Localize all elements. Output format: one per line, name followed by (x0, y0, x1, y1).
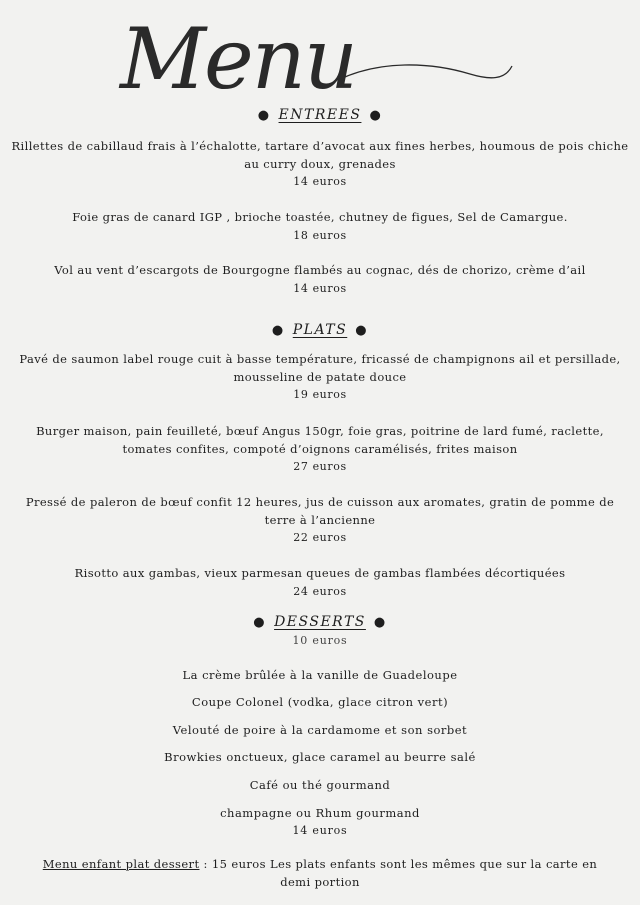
section-label-plats: PLATS (292, 322, 348, 338)
item-description: Pressé de paleron de bœuf confit 12 heures, jus de cuisson aux aromates, gratin de pomme de terre à l’ancienne (25, 495, 615, 527)
section-label-desserts: DESSERTS (274, 614, 366, 630)
item-description: Burger maison, pain feuilleté, bœuf Angus 150gr, foie gras, poitrine de lard fumé, raclette, tomates confites, compoté d’oignons caramélisés, frites maison (36, 424, 604, 456)
menu-title-area (0, 0, 640, 110)
menu-title-script (0, 0, 640, 110)
menu-item (10, 351, 630, 404)
kids-menu-text: : 15 euros Les plats enfants sont les mêmes que sur la carte en demi portion (199, 857, 598, 889)
item-price: 14 euros (293, 175, 347, 188)
bullet-icon: ● (369, 107, 383, 123)
dessert-item: champagne ou Rhum gourmand (220, 806, 420, 820)
desserts-price: 10 euros (292, 634, 348, 647)
bullet-icon: ● (373, 614, 387, 630)
dessert-item: La crème brûlée à la vanille de Guadeloupe (182, 668, 458, 682)
item-price: 18 euros (293, 228, 347, 242)
section-header-desserts (0, 614, 640, 630)
menu-item (10, 262, 630, 297)
item-price: 14 euros (293, 281, 347, 295)
kids-menu-note (40, 856, 600, 891)
kids-menu-label: Menu enfant plat dessert (42, 857, 200, 871)
item-description: Rillettes de cabillaud frais à l’échalotte, tartare d’avocat aux fines herbes, houmous de pois chiche au curry doux, grenades (11, 139, 629, 171)
item-price: 22 euros (293, 531, 347, 544)
menu-item (10, 494, 630, 547)
item-price: 14 euros (292, 824, 348, 837)
item-price: 19 euros (293, 388, 347, 401)
item-description: Foie gras de canard IGP , brioche toastée, chutney de figues, Sel de Camargue. (72, 210, 568, 224)
section-header-plats (0, 322, 640, 338)
menu-item (10, 138, 630, 191)
menu-title: Menu (120, 10, 356, 108)
dessert-item: Coupe Colonel (vodka, glace citron vert) (191, 695, 449, 709)
dessert-item: Café ou thé gourmand (249, 778, 391, 792)
bullet-icon: ● (253, 614, 267, 630)
menu-item (10, 423, 630, 476)
bullet-icon: ● (355, 322, 369, 338)
bullet-icon: ● (257, 107, 271, 123)
section-header-entrees (0, 107, 640, 123)
title-flourish (338, 65, 512, 80)
item-price: 27 euros (293, 460, 347, 473)
menu-item (10, 565, 630, 600)
menu-item (10, 209, 630, 244)
dessert-item: Browkies onctueux, glace caramel au beurre salé (164, 750, 476, 764)
bullet-icon: ● (271, 322, 285, 338)
item-price: 24 euros (293, 584, 347, 598)
section-label-entrees: ENTREES (278, 107, 362, 123)
dessert-item: Velouté de poire à la cardamome et son sorbet (172, 723, 468, 737)
item-description: Vol au vent d’escargots de Bourgogne flambés au cognac, dés de chorizo, crème d’ail (54, 263, 586, 277)
item-description: Pavé de saumon label rouge cuit à basse température, fricassé de champignons ail et persillade, mousseline de patate douce (19, 352, 621, 384)
item-description: Risotto aux gambas, vieux parmesan queues de gambas flambées décortiquées (74, 566, 566, 580)
